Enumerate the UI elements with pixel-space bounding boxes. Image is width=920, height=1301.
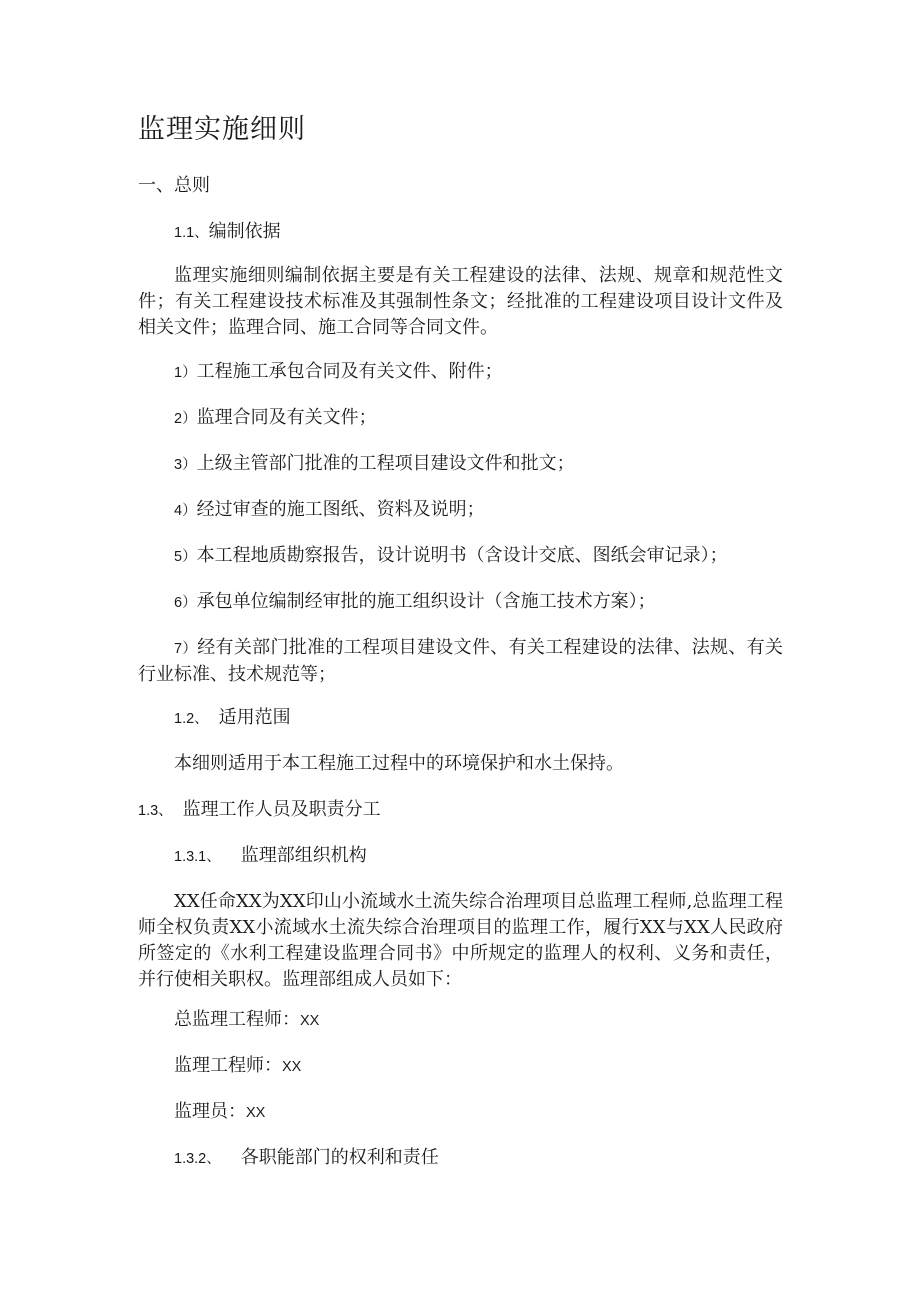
subsection-1-3 [138,797,381,824]
list-item-number: 4） [174,503,197,519]
list-item-number: 3） [174,457,197,473]
list-item-number: 7） [174,641,198,657]
subsection-number: 1.3、 [138,803,173,819]
list-item-number: 6） [174,595,197,611]
list-item [174,451,575,478]
list-item-text: 经有关部门批准的工程项目建设文件、有关工程建设的法律、法规、有关行业标准、技术规范等； [138,637,783,685]
staff-value: XX [300,1013,320,1029]
staff-value: XX [246,1105,266,1121]
list-item-number: 2） [174,411,197,427]
list-item-text: 上级主管部门批准的工程项目建设文件和批文； [196,453,575,474]
subsection-number: 1.1、 [174,225,209,241]
document-title: 监理实施细则 [138,114,306,145]
staff-label: 总监理工程师： [174,1009,300,1030]
paragraph-organization: XX任命XX为XX印山小流域水土流失综合治理项目总监理工程师,总监理工程师全权负责XX小流域水土流失综合治理项目的监理工作，履行XX与XX人民政府所签定的《水利工程建设监理合同书》中所规定的监理人的权利、义务和责任，并行使相关职权。监理部组成人员如下： [138,891,783,990]
list-item [174,497,485,524]
subsection-title: 编制依据 [208,221,281,242]
subsection-1-1 [174,219,281,246]
staff-row [174,1099,265,1126]
list-item-text: 监理合同及有关文件； [196,407,377,428]
list-item [174,589,656,616]
list-item [174,543,728,570]
paragraph-basis: 监理实施细则编制依据主要是有关工程建设的法律、法规、规章和规范性文件；有关工程建设技术标准及其强制性条文；经批准的工程建设项目设计文件及相关文件；监理合同、施工合同等合同文件。 [138,265,783,338]
list-item-text: 承包单位编制经审批的施工组织设计（含施工技术方案）； [196,591,656,612]
subsection-number: 1.3.2、 [174,1151,221,1167]
staff-row [174,1053,301,1080]
list-item-7 [138,635,783,688]
list-item-number: 1） [174,365,197,381]
subsection-number: 1.3.1、 [174,849,221,865]
staff-row [174,1007,319,1034]
list-item [174,359,503,386]
list-item-text: 经过审查的施工图纸、资料及说明； [196,499,485,520]
staff-label: 监理工程师： [174,1055,282,1076]
list-item-text: 本工程地质勘察报告，设计说明书（含设计交底、图纸会审记录）； [196,545,728,566]
subsection-number: 1.2、 [174,711,209,727]
subsection-title: 监理部组织机构 [240,845,367,866]
section-heading-general: 一、总则 [138,175,210,196]
subsection-1-3-2 [174,1145,439,1172]
staff-value: XX [282,1059,302,1075]
subsection-1-2 [174,705,291,732]
list-item [174,405,377,432]
subsection-title: 适用范围 [218,707,291,728]
staff-label: 监理员： [174,1101,246,1122]
subsection-title: 监理工作人员及职责分工 [182,799,381,820]
paragraph-scope: 本细则适用于本工程施工过程中的环境保护和水土保持。 [174,753,624,774]
list-item-text: 工程施工承包合同及有关文件、附件； [196,361,503,382]
subsection-title: 各职能部门的权利和责任 [240,1147,439,1168]
list-item-number: 5） [174,549,197,565]
subsection-1-3-1 [174,843,367,870]
